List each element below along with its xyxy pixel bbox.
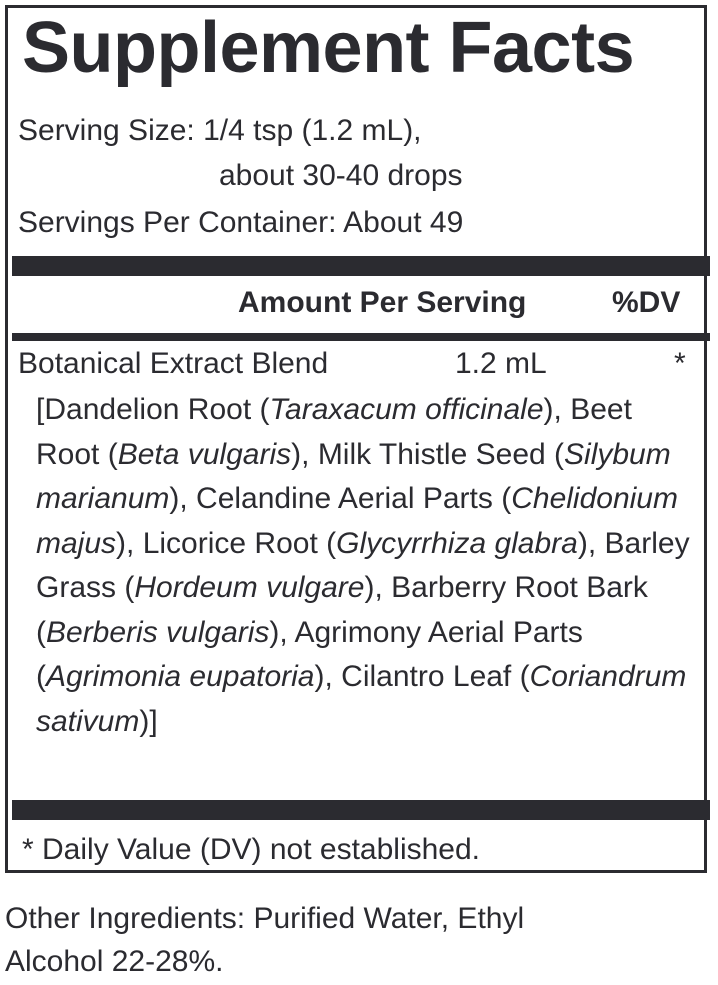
ingredient-common: Celandine Aerial Parts <box>196 482 493 515</box>
other-ingredients <box>5 897 524 983</box>
blend-dv: * <box>674 347 686 380</box>
ingredient-latin: Agrimonia eupatoria <box>46 660 315 693</box>
ingredient-common: Licorice Root <box>142 526 318 560</box>
ingredient-latin: Hordeum vulgare <box>134 571 365 604</box>
panel-title: Supplement Facts <box>22 8 635 88</box>
ingredient-latin: Chelidonium majus <box>36 482 678 560</box>
serving-size-line <box>18 116 422 146</box>
ingredient-latin: Berberis vulgaris <box>46 615 270 649</box>
serving-size-value-line2: about 30-40 drops <box>219 159 463 192</box>
ingredient-common: Agrimony Aerial Parts <box>294 615 583 649</box>
serving-size-value: 1/4 tsp (1.2 mL), <box>203 114 422 147</box>
ingredient-latin: Glycyrrhiza glabra <box>336 526 578 560</box>
thick-divider-top <box>12 256 710 276</box>
other-ingredients-line1: Other Ingredients: Purified Water, Ethyl <box>5 902 525 935</box>
serving-size-label: Serving Size: <box>18 114 195 147</box>
servings-per-container: Servings Per Container: About 49 <box>18 206 464 239</box>
blend-ingredients-list: [Dandelion Root (Taraxacum officinale), Beet Root (Beta vulgaris), Milk Thistle Seed (Silybum marianum), Celandine Aerial Parts (Chelidonium majus), Licorice Root (Glycyrrhiza glabra), Barley Grass (Hordeum vulgare), Barberry Root Bark (Berberis vulgaris), Agrimony Aerial Parts (Agrimonia eupatoria), Cilantro Leaf (Coriandrum sativum)] <box>36 393 690 738</box>
thick-divider-bottom <box>12 800 710 820</box>
header-amount-per-serving: Amount Per Serving <box>238 286 527 319</box>
ingredient-common: Dandelion Root <box>44 393 252 426</box>
ingredient-latin: Coriandrum sativum <box>36 660 687 738</box>
ingredient-latin: Taraxacum officinale <box>269 393 544 426</box>
footnote: * Daily Value (DV) not established. <box>22 833 480 866</box>
header-daily-value: %DV <box>612 286 681 319</box>
blend-amount: 1.2 mL <box>455 347 547 380</box>
ingredient-latin: Beta vulgaris <box>117 437 292 471</box>
medium-divider <box>12 333 710 341</box>
ingredient-common: Barberry Root Bark <box>391 571 648 604</box>
ingredient-latin: Silybum marianum <box>36 437 671 515</box>
ingredient-common: Barley Grass <box>36 526 690 604</box>
ingredient-common: Cilantro Leaf <box>341 660 512 693</box>
blend-name: Botanical Extract Blend <box>18 347 329 380</box>
ingredient-common: Milk Thistle Seed <box>317 437 546 471</box>
other-ingredients-line2: Alcohol 22-28%. <box>5 945 224 978</box>
ingredient-common: Beet Root <box>36 393 632 471</box>
